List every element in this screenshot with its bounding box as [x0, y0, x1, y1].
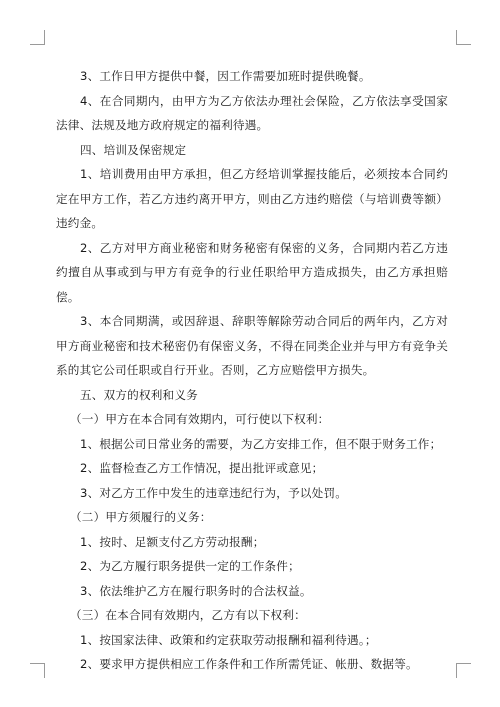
crop-mark-bottom-right: [456, 663, 471, 678]
subsection-party-a-rights: （一）甲方在本合同有效期内，可行使以下权利：: [70, 412, 330, 426]
clause-3-meals: 3、工作日甲方提供中餐，因工作需要加班时提供晚餐。: [80, 69, 371, 83]
subsection-party-b-rights: （三）在本合同有效期内，乙方有以下权利：: [70, 608, 306, 622]
list-item: 2、要求甲方提供相应工作条件和工作所需凭证、帐册、数据等。: [80, 657, 418, 671]
list-item: 2、为乙方履行职务提供一定的工作条件；: [80, 559, 300, 573]
crop-mark-top-right: [456, 30, 471, 45]
list-item: 1、根据公司日常业务的需要，为乙方安排工作，但不限于财务工作；: [80, 436, 442, 451]
list-item: 3、对乙方工作中发生的违章违纪行为，予以处罚。: [80, 485, 348, 500]
list-item: 2、监督检查乙方工作情况，提出批评或意见；: [80, 461, 324, 475]
section-heading-rights-obligations: 五、双方的权利和义务: [80, 387, 198, 402]
clause-1-training-cost: 1、培训费用由甲方承担，但乙方经培训掌握技能后，必须按本合同约定在甲方工作，若乙方违约离开甲方，则由乙方违约赔偿（与培训费等额）违约金。: [56, 167, 448, 230]
clause-3-post-contract-confidentiality: 3、本合同期满，或因辞退、辞职等解除劳动合同后的两年内，乙方对甲方商业秘密和技术秘密仍有保密义务，不得在同类企业并与甲方有竞争关系的其它公司任职或自行开业。否则，乙方应赔偿甲方损失。: [56, 314, 448, 377]
crop-mark-top-left: [30, 30, 45, 45]
list-item: 1、按国家法律、政策和约定获取劳动报酬和福利待遇。；: [80, 632, 377, 647]
document-body: [56, 64, 448, 677]
clause-2-confidentiality: 2、乙方对甲方商业秘密和财务秘密有保密的义务，合同期内若乙方违约擅自从事或到与甲方有竞争的行业任职给甲方造成损失，由乙方承担赔偿。: [56, 240, 448, 304]
clause-4-social-insurance: 4、在合同期内，由甲方为乙方依法办理社会保险，乙方依法享受国家法律、法规及地方政府规定的福利待遇。: [56, 93, 448, 132]
subsection-party-a-obligations: （二）甲方须履行的义务：: [70, 510, 212, 524]
list-item: 1、按时、足额支付乙方劳动报酬；: [80, 534, 265, 549]
list-item: 3、依法维护乙方在履行职务时的合法权益。: [80, 583, 312, 598]
crop-mark-bottom-left: [30, 663, 45, 678]
section-heading-training-confidentiality: 四、培训及保密规定: [80, 142, 187, 157]
